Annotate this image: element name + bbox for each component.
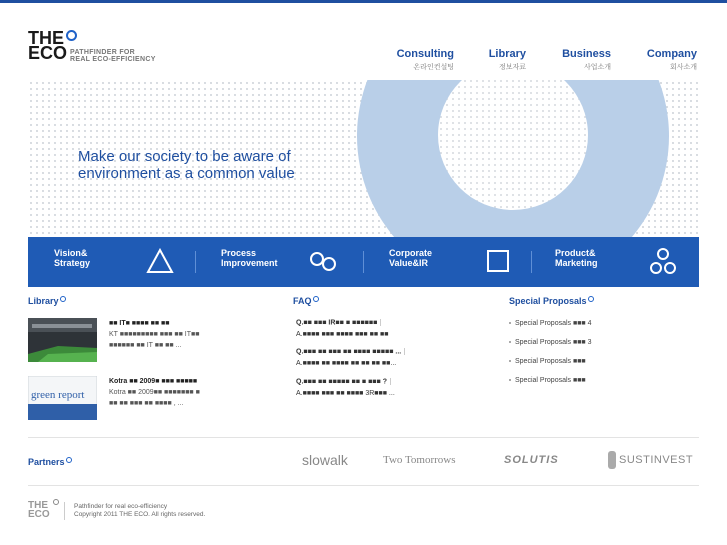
faq-answer[interactable]: A.■■■■ ■■ ■■■■ ■■ ■■ ■■ ■■... — [296, 360, 397, 367]
faq-answer[interactable]: A.■■■■ ■■■ ■■■■ ■■■ ■■ ■■ — [296, 331, 389, 338]
nav-label: Consulting — [396, 48, 454, 60]
special-proposal-item[interactable]: Special Proposals ■■■ — [509, 377, 586, 384]
top-accent-line — [0, 0, 727, 3]
partners-section-title: Partners — [28, 457, 72, 467]
nav-business[interactable] — [552, 48, 611, 72]
nav-sublabel: 회사소개 — [669, 64, 697, 71]
nav-sublabel: 온라인컨설팅 — [413, 64, 454, 71]
section-dot-icon — [313, 296, 319, 302]
hero-slogan: Make our society to be aware of environment as a common value — [78, 148, 295, 182]
infinity-icon[interactable] — [308, 250, 340, 272]
nav-company[interactable] — [637, 48, 697, 72]
square-icon[interactable] — [486, 249, 510, 273]
nav-sublabel: 정보자료 — [498, 64, 526, 71]
partner-solutis[interactable]: SOLUTIS — [504, 454, 559, 466]
footer-separator — [64, 502, 65, 520]
faq-question[interactable]: Q.■■■ ■■ ■■■ ■■ ■■■■ ■■■■■ ... — [296, 348, 405, 355]
special-proposal-item[interactable]: Special Proposals ■■■ 3 — [509, 339, 592, 346]
divider — [28, 485, 699, 486]
faq-answer[interactable]: A.■■■■ ■■■ ■■ ■■■■ 3R■■■ ... — [296, 390, 395, 397]
site-logo[interactable] — [28, 28, 178, 71]
bar-separator — [531, 251, 532, 273]
service-vision-strategy[interactable]: Vision& Strategy — [54, 248, 91, 268]
library-thumbnail-datacenter[interactable] — [28, 318, 97, 362]
faq-question[interactable]: Q.■■ ■■■ IR■■ ■ ■■■■■■ — [296, 319, 381, 326]
bar-separator — [363, 251, 364, 273]
nav-label: Library — [488, 48, 526, 60]
partner-sustinvest[interactable]: SUSTINVEST — [608, 451, 693, 469]
nav-consulting[interactable] — [390, 48, 454, 72]
hero-banner — [28, 80, 699, 237]
divider — [28, 437, 699, 438]
special-proposal-item[interactable]: Special Proposals ■■■ — [509, 358, 586, 365]
logo-tagline: PATHFINDER FOR REAL ECO-EFFICIENCY — [70, 49, 156, 63]
partner-slowalk[interactable]: slowalk — [302, 452, 348, 468]
service-process-improvement[interactable]: Process Improvement — [221, 248, 278, 268]
section-dot-icon — [588, 296, 594, 302]
triangle-icon[interactable] — [146, 248, 174, 274]
faq-section-title[interactable]: FAQ — [293, 296, 319, 306]
section-dot-icon — [66, 457, 72, 463]
logo-wordmark: THE ECO — [28, 28, 68, 63]
library-item[interactable]: ■■ IT■ ■■■■ ■■ ■■ KT ■■■■■■■■■ ■■■ ■■ IT■■ ■■■■■■ ■■ IT ■■ ■■ ... — [109, 320, 200, 349]
service-bar — [28, 237, 699, 287]
footer-logo: THE ECO — [28, 500, 50, 520]
library-thumbnail-green-report[interactable] — [28, 376, 97, 420]
nav-label: Business — [562, 48, 611, 60]
sustinvest-logo-icon — [608, 451, 616, 469]
service-product-marketing[interactable]: Product& Marketing — [555, 248, 598, 268]
three-circles-icon[interactable] — [648, 247, 678, 277]
footer-text: Pathfinder for real eco-efficiency Copyright 2011 THE ECO. All rights reserved. — [74, 503, 206, 518]
library-item[interactable]: Kotra ■■ 2009■ ■■■ ■■■■■ Kotra ■■ 2009■■ ■■■■■■■ ■ ■■ ■■ ■■■ ■■ ■■■■ , ... — [109, 378, 200, 407]
footer-logo-circle-icon — [53, 499, 59, 505]
nav-label: Company — [646, 48, 697, 60]
nav-sublabel: 사업소개 — [583, 64, 611, 71]
thumbnail-caption: green report — [31, 389, 85, 401]
logo-circle-icon — [66, 30, 77, 41]
partner-two-tomorrows[interactable]: Two Tomorrows — [383, 454, 456, 466]
service-corporate-value[interactable]: Corporate Value&IR — [389, 248, 433, 268]
special-proposals-title[interactable]: Special Proposals — [509, 296, 594, 306]
bar-separator — [195, 251, 196, 273]
section-dot-icon — [60, 296, 66, 302]
library-section-title[interactable]: Library — [28, 296, 66, 306]
faq-question[interactable]: Q.■■■ ■■ ■■■■■ ■■ ■ ■■■ ? — [296, 378, 391, 385]
nav-library[interactable] — [480, 48, 526, 72]
special-proposal-item[interactable]: Special Proposals ■■■ 4 — [509, 320, 592, 327]
